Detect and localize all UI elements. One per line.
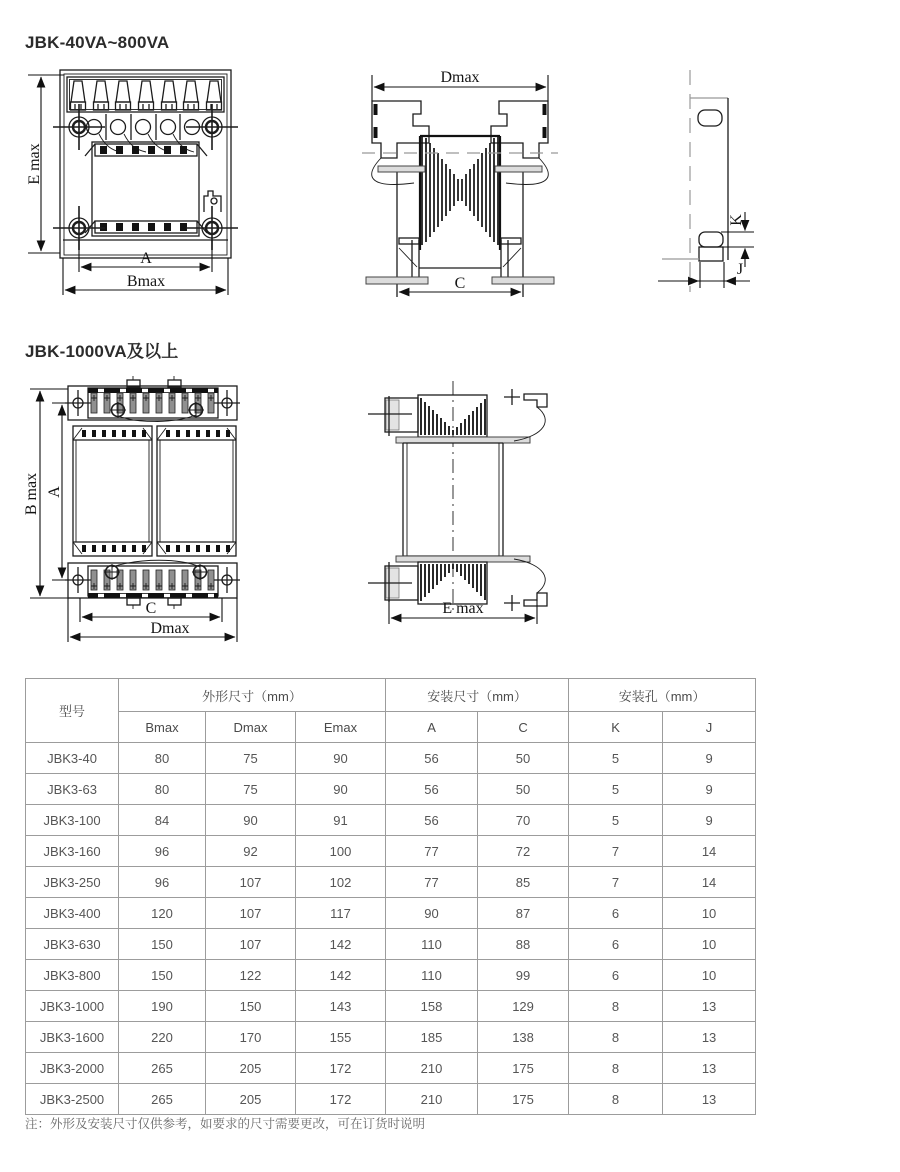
value-cell: 77	[386, 867, 478, 898]
value-cell: 13	[663, 991, 756, 1022]
col-header-model: 型号	[26, 679, 119, 743]
terminal-studs	[91, 570, 214, 590]
model-cell: JBK3-40	[26, 743, 119, 774]
value-cell: 56	[386, 743, 478, 774]
table-row	[26, 960, 756, 991]
table-row	[26, 898, 756, 929]
small-transformer-drawings	[0, 60, 900, 315]
value-cell: 90	[296, 774, 386, 805]
table-row	[26, 1022, 756, 1053]
value-cell: 175	[478, 1053, 569, 1084]
bracket-top-right	[504, 389, 547, 441]
value-cell: 102	[296, 867, 386, 898]
model-cell: JBK3-2500	[26, 1084, 119, 1115]
value-cell: 107	[206, 898, 296, 929]
value-cell: 150	[119, 960, 206, 991]
value-cell: 170	[206, 1022, 296, 1053]
large-transformer-drawings	[0, 375, 900, 647]
dim-label-c-large: C	[145, 600, 157, 617]
value-cell: 265	[119, 1084, 206, 1115]
dimension-k	[721, 212, 754, 267]
value-cell: 120	[119, 898, 206, 929]
value-cell: 5	[569, 743, 663, 774]
value-cell: 7	[569, 867, 663, 898]
value-cell: 150	[119, 929, 206, 960]
value-cell: 6	[569, 929, 663, 960]
value-cell: 185	[386, 1022, 478, 1053]
dim-label-k: K	[728, 214, 745, 226]
mounting-slot-detail-drawing	[658, 70, 754, 292]
value-cell: 87	[478, 898, 569, 929]
dimension-table	[25, 678, 756, 1115]
dim-label-bmax: Bmax	[126, 273, 166, 290]
value-cell: 117	[296, 898, 386, 929]
value-cell: 155	[296, 1022, 386, 1053]
col-header-k: K	[569, 712, 663, 743]
dim-label-emax: E max	[26, 143, 43, 185]
mounting-hole-icon	[53, 206, 238, 250]
value-cell: 8	[569, 1022, 663, 1053]
model-cell: JBK3-160	[26, 836, 119, 867]
value-cell: 143	[296, 991, 386, 1022]
col-header-emax: Emax	[296, 712, 386, 743]
value-cell: 9	[663, 743, 756, 774]
dimension-c-large	[80, 598, 222, 622]
value-cell: 80	[119, 774, 206, 805]
large-side-view-drawing	[368, 381, 547, 624]
value-cell: 14	[663, 836, 756, 867]
value-cell: 8	[569, 1084, 663, 1115]
value-cell: 13	[663, 1022, 756, 1053]
table-row	[26, 1053, 756, 1084]
bracket-bottom-left	[368, 562, 418, 602]
winding-hatch	[422, 135, 498, 245]
value-cell: 150	[206, 991, 296, 1022]
model-cell: JBK3-250	[26, 867, 119, 898]
value-cell: 88	[478, 929, 569, 960]
value-cell: 100	[296, 836, 386, 867]
table-row	[26, 867, 756, 898]
value-cell: 92	[206, 836, 296, 867]
bracket-top-left	[368, 396, 418, 436]
col-group-mounting: 安装尺寸（mm）	[386, 679, 569, 712]
col-group-outline: 外形尺寸（mm）	[119, 679, 386, 712]
dim-label-a-large: A	[46, 486, 63, 498]
value-cell: 13	[663, 1053, 756, 1084]
value-cell: 9	[663, 774, 756, 805]
value-cell: 8	[569, 991, 663, 1022]
value-cell: 90	[386, 898, 478, 929]
value-cell: 265	[119, 1053, 206, 1084]
value-cell: 110	[386, 960, 478, 991]
bracket-bottom-right	[504, 559, 547, 611]
section1-title: JBK-40VA~800VA	[25, 33, 170, 52]
value-cell: 142	[296, 929, 386, 960]
value-cell: 6	[569, 960, 663, 991]
value-cell: 10	[663, 929, 756, 960]
model-cell: JBK3-630	[26, 929, 119, 960]
large-top-view-drawing	[23, 376, 240, 642]
value-cell: 5	[569, 805, 663, 836]
value-cell: 50	[478, 743, 569, 774]
value-cell: 75	[206, 743, 296, 774]
value-cell: 190	[119, 991, 206, 1022]
dimension-emax	[26, 75, 64, 253]
model-cell: JBK3-1600	[26, 1022, 119, 1053]
value-cell: 9	[663, 805, 756, 836]
value-cell: 56	[386, 774, 478, 805]
value-cell: 107	[206, 929, 296, 960]
value-cell: 77	[386, 836, 478, 867]
dim-label-a: A	[140, 250, 152, 267]
value-cell: 142	[296, 960, 386, 991]
table-row	[26, 991, 756, 1022]
value-cell: 6	[569, 898, 663, 929]
table-row	[26, 836, 756, 867]
section2-title: JBK-1000VA及以上	[25, 342, 179, 361]
value-cell: 90	[206, 805, 296, 836]
value-cell: 220	[119, 1022, 206, 1053]
value-cell: 107	[206, 867, 296, 898]
table-row	[26, 1084, 756, 1115]
value-cell: 205	[206, 1084, 296, 1115]
dim-label-dmax-large: Dmax	[150, 620, 190, 637]
dimension-a	[79, 240, 212, 272]
table-row	[26, 774, 756, 805]
coil-right	[157, 426, 236, 556]
value-cell: 10	[663, 960, 756, 991]
small-side-view-drawing	[362, 69, 558, 297]
small-front-view-drawing	[26, 70, 238, 295]
value-cell: 96	[119, 836, 206, 867]
col-header-a: A	[386, 712, 478, 743]
model-cell: JBK3-800	[26, 960, 119, 991]
coil-left	[73, 426, 152, 556]
dimension-a-large	[46, 403, 76, 580]
value-cell: 5	[569, 774, 663, 805]
dimension-dmax	[372, 69, 548, 101]
table-row	[26, 805, 756, 836]
value-cell: 75	[206, 774, 296, 805]
dimension-j	[658, 261, 750, 281]
model-cell: JBK3-400	[26, 898, 119, 929]
col-header-dmax: Dmax	[206, 712, 296, 743]
dim-label-c: C	[454, 275, 466, 292]
value-cell: 56	[386, 805, 478, 836]
model-cell: JBK3-100	[26, 805, 119, 836]
col-header-j: J	[663, 712, 756, 743]
table-row	[26, 929, 756, 960]
value-cell: 122	[206, 960, 296, 991]
value-cell: 91	[296, 805, 386, 836]
value-cell: 7	[569, 836, 663, 867]
dim-label-emax-large: E max	[442, 600, 484, 617]
value-cell: 172	[296, 1053, 386, 1084]
table-body	[26, 743, 756, 1115]
model-cell: JBK3-63	[26, 774, 119, 805]
value-cell: 50	[478, 774, 569, 805]
slot-hole-icon	[698, 110, 722, 126]
value-cell: 99	[478, 960, 569, 991]
value-cell: 10	[663, 898, 756, 929]
value-cell: 158	[386, 991, 478, 1022]
value-cell: 210	[386, 1053, 478, 1084]
value-cell: 205	[206, 1053, 296, 1084]
value-cell: 90	[296, 743, 386, 774]
value-cell: 96	[119, 867, 206, 898]
value-cell: 84	[119, 805, 206, 836]
col-group-holes: 安装孔（mm）	[569, 679, 756, 712]
value-cell: 14	[663, 867, 756, 898]
value-cell: 85	[478, 867, 569, 898]
mounting-hole-icon	[53, 104, 238, 150]
value-cell: 80	[119, 743, 206, 774]
value-cell: 13	[663, 1084, 756, 1115]
value-cell: 210	[386, 1084, 478, 1115]
model-cell: JBK3-2000	[26, 1053, 119, 1084]
dim-label-j: J	[736, 261, 744, 278]
value-cell: 8	[569, 1053, 663, 1084]
col-header-bmax: Bmax	[119, 712, 206, 743]
table-row	[26, 743, 756, 774]
value-cell: 175	[478, 1084, 569, 1115]
footnote: 注：外形及安装尺寸仅供参考，如要求的尺寸需要更改，可在订货时说明	[25, 1117, 426, 1131]
dim-label-dmax: Dmax	[440, 69, 480, 86]
col-header-c: C	[478, 712, 569, 743]
value-cell: 172	[296, 1084, 386, 1115]
value-cell: 70	[478, 805, 569, 836]
value-cell: 138	[478, 1022, 569, 1053]
model-cell: JBK3-1000	[26, 991, 119, 1022]
value-cell: 129	[478, 991, 569, 1022]
value-cell: 110	[386, 929, 478, 960]
dim-label-bmax-large: B max	[23, 472, 40, 516]
value-cell: 72	[478, 836, 569, 867]
